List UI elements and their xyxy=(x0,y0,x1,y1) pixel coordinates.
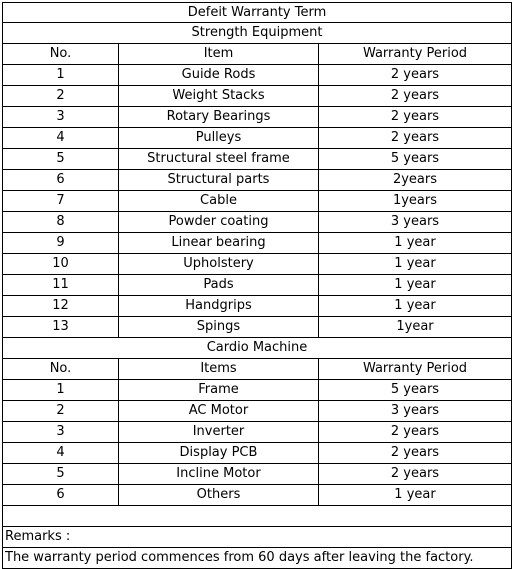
row-item: Weight Stacks xyxy=(118,86,318,106)
table-row xyxy=(2,254,512,275)
remarks-text-row xyxy=(2,548,512,569)
row-item: Cable xyxy=(118,191,318,211)
row-warranty-period: 2 years xyxy=(318,464,512,484)
row-warranty-period: 1 year xyxy=(318,485,512,505)
table-row xyxy=(2,464,512,485)
document-title: Defeit Warranty Term xyxy=(2,3,512,22)
row-warranty-period: 3 years xyxy=(318,212,512,232)
row-number: 6 xyxy=(2,170,118,190)
row-item: Handgrips xyxy=(118,296,318,316)
row-item: AC Motor xyxy=(118,401,318,421)
row-warranty-period: 2years xyxy=(318,170,512,190)
row-number: 10 xyxy=(2,254,118,274)
table-row xyxy=(2,65,512,86)
cardio-rows xyxy=(2,380,512,506)
row-warranty-period: 2 years xyxy=(318,86,512,106)
row-warranty-period: 1year xyxy=(318,317,512,337)
row-number: 5 xyxy=(2,149,118,169)
cardio-section-header xyxy=(2,338,512,359)
table-row xyxy=(2,107,512,128)
remarks-text: The warranty period commences from 60 days after leaving the factory. xyxy=(2,548,512,568)
row-item: Structural steel frame xyxy=(118,149,318,169)
strength-rows xyxy=(2,65,512,338)
row-warranty-period: 1 year xyxy=(318,254,512,274)
row-number: 3 xyxy=(2,107,118,127)
header-warranty-period: Warranty Period xyxy=(318,359,512,379)
table-row xyxy=(2,401,512,422)
empty-cell xyxy=(2,506,512,526)
table-row xyxy=(2,317,512,338)
row-number: 4 xyxy=(2,443,118,463)
title-row xyxy=(2,2,512,23)
row-number: 2 xyxy=(2,401,118,421)
table-row xyxy=(2,275,512,296)
row-number: 12 xyxy=(2,296,118,316)
row-warranty-period: 2 years xyxy=(318,128,512,148)
table-row xyxy=(2,86,512,107)
table-row xyxy=(2,443,512,464)
row-number: 13 xyxy=(2,317,118,337)
row-item: Guide Rods xyxy=(118,65,318,85)
header-item: Item xyxy=(118,44,318,64)
row-warranty-period: 2 years xyxy=(318,443,512,463)
row-warranty-period: 1 year xyxy=(318,296,512,316)
table-row xyxy=(2,212,512,233)
row-number: 6 xyxy=(2,485,118,505)
row-item: Powder coating xyxy=(118,212,318,232)
row-number: 9 xyxy=(2,233,118,253)
strength-section-title: Strength Equipment xyxy=(2,23,512,43)
row-item: Pulleys xyxy=(118,128,318,148)
table-row xyxy=(2,128,512,149)
remarks-label-row xyxy=(2,527,512,548)
row-item: Incline Motor xyxy=(118,464,318,484)
remarks-label: Remarks : xyxy=(2,527,512,547)
row-number: 8 xyxy=(2,212,118,232)
row-item: Spings xyxy=(118,317,318,337)
row-number: 11 xyxy=(2,275,118,295)
row-warranty-period: 1 year xyxy=(318,233,512,253)
row-item: Display PCB xyxy=(118,443,318,463)
cardio-section-title: Cardio Machine xyxy=(2,338,512,358)
row-number: 5 xyxy=(2,464,118,484)
table-row xyxy=(2,485,512,506)
row-item: Rotary Bearings xyxy=(118,107,318,127)
row-warranty-period: 1years xyxy=(318,191,512,211)
strength-column-headers xyxy=(2,44,512,65)
row-warranty-period: 1 year xyxy=(318,275,512,295)
row-warranty-period: 5 years xyxy=(318,380,512,400)
header-no: No. xyxy=(2,359,118,379)
header-warranty-period: Warranty Period xyxy=(318,44,512,64)
header-no: No. xyxy=(2,44,118,64)
row-item: Linear bearing xyxy=(118,233,318,253)
table-row xyxy=(2,233,512,254)
cardio-column-headers xyxy=(2,359,512,380)
row-number: 4 xyxy=(2,128,118,148)
warranty-table xyxy=(2,2,512,569)
spacer-row xyxy=(2,506,512,527)
row-item: Structural parts xyxy=(118,170,318,190)
row-warranty-period: 2 years xyxy=(318,422,512,442)
table-row xyxy=(2,191,512,212)
row-number: 2 xyxy=(2,86,118,106)
table-row xyxy=(2,170,512,191)
table-row xyxy=(2,149,512,170)
row-item: Upholstery xyxy=(118,254,318,274)
row-warranty-period: 5 years xyxy=(318,149,512,169)
row-item: Others xyxy=(118,485,318,505)
row-warranty-period: 2 years xyxy=(318,107,512,127)
row-number: 1 xyxy=(2,380,118,400)
header-items: Items xyxy=(118,359,318,379)
row-item: Frame xyxy=(118,380,318,400)
table-row xyxy=(2,296,512,317)
table-row xyxy=(2,380,512,401)
table-row xyxy=(2,422,512,443)
row-number: 7 xyxy=(2,191,118,211)
row-warranty-period: 3 years xyxy=(318,401,512,421)
row-number: 3 xyxy=(2,422,118,442)
strength-section-header xyxy=(2,23,512,44)
row-item: Inverter xyxy=(118,422,318,442)
row-number: 1 xyxy=(2,65,118,85)
row-item: Pads xyxy=(118,275,318,295)
row-warranty-period: 2 years xyxy=(318,65,512,85)
